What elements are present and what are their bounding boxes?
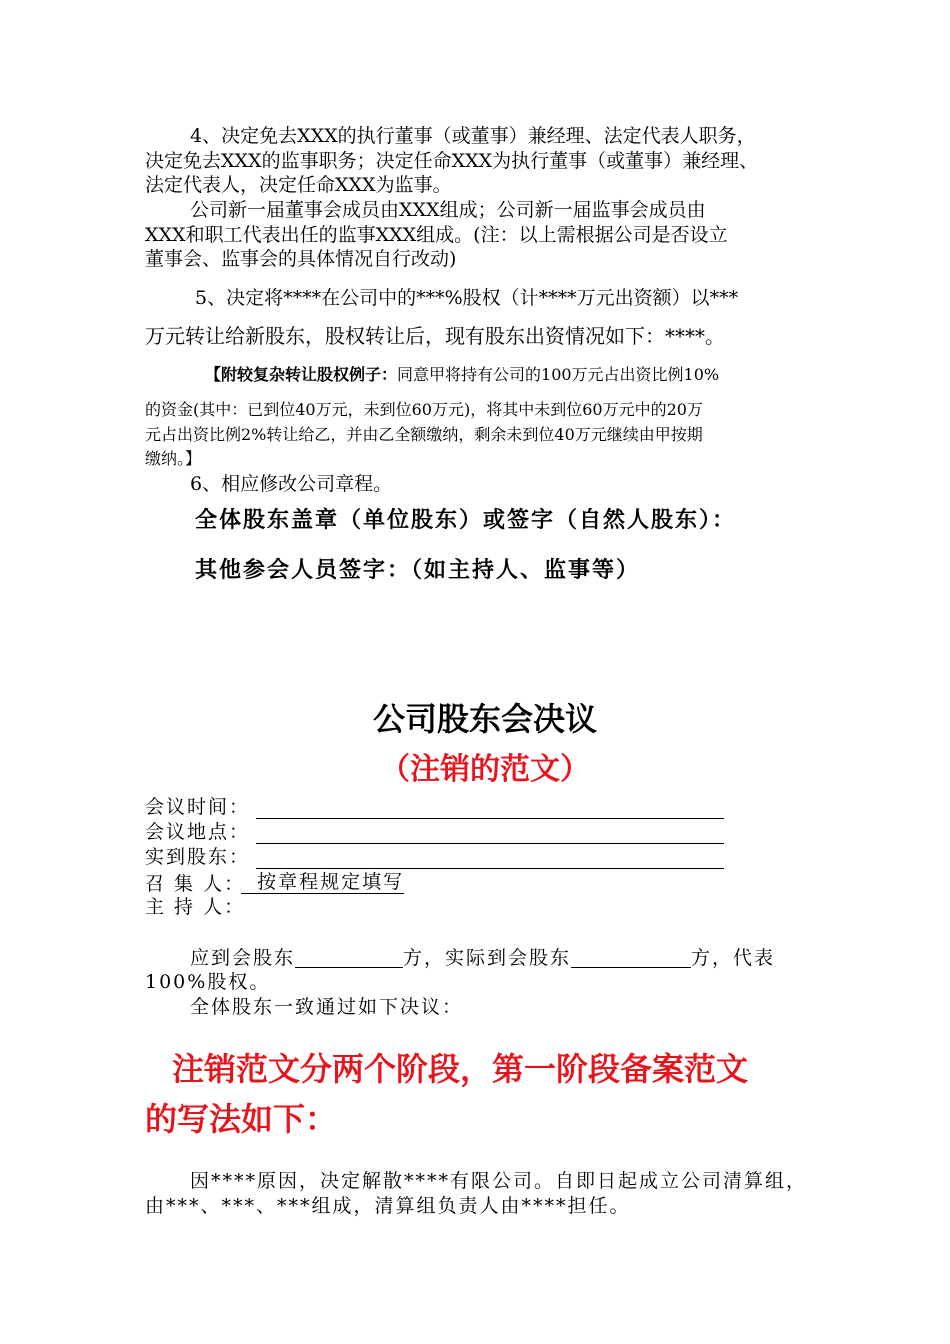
example-heading: 【附较复杂转让股权例子： xyxy=(205,365,398,384)
resolution-subtitle: （注销的范文） xyxy=(380,752,590,787)
example-line: 缴纳。】 xyxy=(145,449,202,468)
attendees-field[interactable] xyxy=(256,868,724,869)
body-line: 因****原因，决定解散****有限公司。自即日起成立公司清算组， xyxy=(190,1170,808,1192)
convener-label: 召 集 人： xyxy=(145,873,246,895)
meeting-time-field[interactable] xyxy=(256,818,724,819)
paragraph-line: 董事会、监事会的具体情况自行改动) xyxy=(145,248,457,270)
notice-line: 的写法如下： xyxy=(145,1100,338,1138)
host-label: 主 持 人： xyxy=(145,896,246,918)
meeting-place-label: 会议地点： xyxy=(145,821,251,843)
notice-line: 注销范文分两个阶段，第一阶段备案范文 xyxy=(172,1050,749,1088)
attendance-text: 方，实际到会股东 xyxy=(403,947,572,969)
attendance-text: 方，代表 xyxy=(691,947,776,969)
other-signature-heading: 其他参会人员签字：（如主持人、监事等） xyxy=(195,558,641,583)
example-first-line xyxy=(205,367,719,383)
attendees-label: 实到股东： xyxy=(145,846,251,868)
example-line: 的资金(其中：已到位40万元，未到位60万元)，将其中未到位60万元中的20万 xyxy=(145,400,703,419)
paragraph-line: 决定免去XXX的监事职务；决定任命XXX为执行董事（或董事）兼经理、 xyxy=(145,150,759,172)
shareholder-signature-heading: 全体股东盖章（单位股东）或签字（自然人股东）： xyxy=(195,508,737,533)
body-line: 由***、***、***组成，清算组负责人由****担任。 xyxy=(145,1195,631,1217)
attendance-line-2: 100%股权。 xyxy=(145,971,271,993)
meeting-place-field[interactable] xyxy=(256,843,724,844)
paragraph-line: 5、决定将****在公司中的***%股权（计****万元出资额）以*** xyxy=(195,287,739,309)
example-line: 元占出资比例2%转让给乙，并由乙全额缴纳，剩余未到位40万元继续由甲按期 xyxy=(145,425,703,444)
paragraph-line: 万元转让给新股东，股权转让后，现有股东出资情况如下：****。 xyxy=(145,324,725,348)
convener-row xyxy=(145,873,404,894)
paragraph-line: 4、决定免去XXX的执行董事（或董事）兼经理、法定代表人职务， xyxy=(190,125,756,147)
paragraph-line: 公司新一届董事会成员由XXX组成；公司新一届监事会成员由 xyxy=(190,199,706,221)
attendance-text: 应到会股东 xyxy=(190,947,296,969)
resolution-title: 公司股东会决议 xyxy=(372,700,597,738)
paragraph-line: 6、相应修改公司章程。 xyxy=(190,473,393,495)
paragraph-line: 法定代表人，决定任命XXX为监事。 xyxy=(145,174,452,196)
paragraph-line: XXX和职工代表出任的监事XXX组成。(注：以上需根据公司是否设立 xyxy=(145,224,728,246)
meeting-time-label: 会议时间： xyxy=(145,796,251,818)
example-text: 同意甲将持有公司的100万元占出资比例10% xyxy=(397,365,720,384)
unanimous-text: 全体股东一致通过如下决议： xyxy=(190,996,464,1018)
expected-shareholders-field[interactable] xyxy=(295,948,403,968)
attendance-line xyxy=(190,948,775,968)
convener-value[interactable]: 按章程规定填写 xyxy=(241,871,405,893)
actual-shareholders-field[interactable] xyxy=(571,948,691,968)
